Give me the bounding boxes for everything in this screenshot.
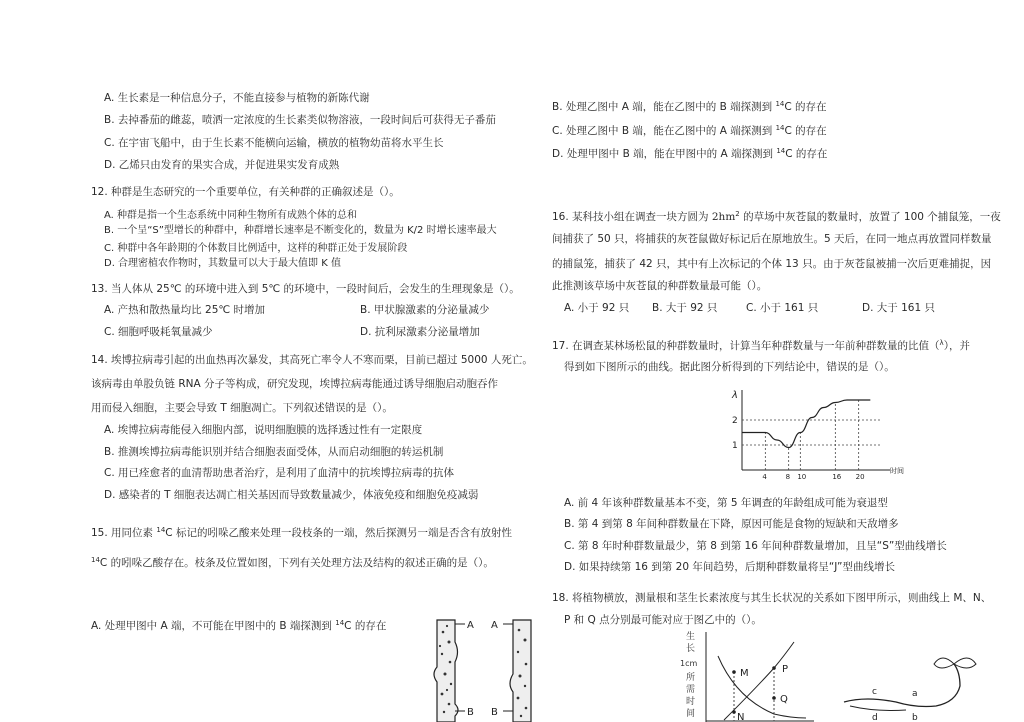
fig18-point-n bbox=[732, 710, 736, 714]
q13-option-a: A. 产热和散热量均比 25℃ 时增加 bbox=[104, 304, 266, 316]
plant-label-b: b bbox=[912, 713, 918, 722]
q15-optC-text-b: C 的存在 bbox=[784, 125, 827, 137]
fig18-ylabel-2: 1cm bbox=[680, 659, 698, 668]
lambda-x-tick-2: 10 bbox=[797, 473, 807, 481]
q17-stem-line-2: 得到如下图所示的曲线。据此图分析得到的下列结论中，错误的是（）。 bbox=[564, 361, 895, 373]
fig18-ylabel-1: 长 bbox=[686, 644, 696, 654]
q15-option-b bbox=[552, 97, 827, 114]
q16-line1-text-a: 16. 某科技小组在调查一块方圆为 bbox=[552, 211, 712, 223]
fig18-curve-root bbox=[718, 656, 806, 718]
q14-option-b: B. 推测埃博拉病毒能识别并结合细胞表面受体，从而启动细胞的转运机制 bbox=[104, 446, 444, 458]
q15-optB-sup: 14 bbox=[775, 100, 785, 108]
fig18-ylabel-0: 生 bbox=[686, 632, 696, 642]
lambda-x-tick-4: 20 bbox=[855, 473, 865, 481]
branch-jia bbox=[434, 620, 465, 722]
fig15-label-b-right: B bbox=[491, 707, 498, 718]
q17-option-c: C. 第 8 年时种群数量最少，第 8 到第 16 年间种群数量增加，且呈“S”型曲线增长 bbox=[564, 540, 947, 552]
q15-stem-line-2 bbox=[91, 553, 494, 570]
q11-option-d: D. 乙烯只由发育的果实合成，并促进果实发育成熟 bbox=[104, 159, 340, 171]
q11-option-a: A. 生长素是一种信息分子，不能直接参与植物的新陈代谢 bbox=[104, 92, 370, 104]
q13-option-c: C. 细胞呼吸耗氧量减少 bbox=[104, 326, 213, 338]
fig18-point-m bbox=[732, 670, 736, 674]
fig15-label-b-left: B bbox=[467, 707, 474, 718]
q17-option-a: A. 前 4 年该种群数量基本不变，第 5 年调查的年龄组成可能为衰退型 bbox=[564, 497, 888, 509]
q16-option-d: D. 大于 161 只 bbox=[862, 302, 935, 314]
q17-option-b: B. 第 4 到第 8 年间种群数量在下降，原因可能是食物的短缺和天敌增多 bbox=[564, 518, 899, 530]
q16-line1-sup: 2 bbox=[735, 210, 740, 218]
q17-option-d: D. 如果持续第 16 到第 20 年间趋势，后期种群数量将呈“J”型曲线增长 bbox=[564, 561, 895, 573]
fig18-ylabel-4: 需 bbox=[686, 685, 696, 695]
fig18-label-n: N bbox=[737, 712, 745, 722]
q15-optB-text-b: C 的存在 bbox=[784, 101, 827, 113]
fig18-label-p: P bbox=[782, 664, 789, 675]
q16-option-c: C. 小于 161 只 bbox=[746, 302, 819, 314]
q15-optC-sup: 14 bbox=[775, 124, 785, 132]
q13-option-d: D. 抗利尿激素分泌量增加 bbox=[360, 326, 480, 338]
plant-label-a: a bbox=[912, 689, 918, 699]
fig18-ylabel-5: 时 bbox=[686, 697, 696, 707]
q15-line1-text-a: 15. 用同位素 bbox=[91, 527, 157, 539]
q15-optD-text-b: C 的存在 bbox=[785, 148, 828, 160]
q16-stem-line-3: 的捕鼠笼，捕获了 42 只，其中有上次标记的个体 13 只。由于灰苍鼠被捕一次后更难捕捉，因 bbox=[552, 258, 992, 270]
fig18-plant bbox=[836, 650, 986, 722]
q16-stem-line-2: 间捕获了 50 只，将捕获的灰苍鼠做好标记后在原地放生。5 天后，在同一地点再放置同样数量 bbox=[552, 233, 992, 245]
leaf-right bbox=[954, 658, 976, 668]
q11-option-c: C. 在宇宙飞船中，由于生长素不能横向运输，横放的植物幼苗将水平生长 bbox=[104, 137, 444, 149]
q14-option-c: C. 用已痊愈者的血清帮助患者治疗，是利用了血清中的抗埃博拉病毒的抗体 bbox=[104, 467, 455, 479]
lambda-ylabel: λ bbox=[732, 390, 738, 401]
fig18-ylabel-6: 间 bbox=[686, 709, 696, 719]
q17-lambda: λ bbox=[939, 339, 944, 347]
fig15-label-a-right: A bbox=[491, 620, 498, 631]
q13-stem: 13. 当人体从 25℃ 的环境中进入到 5℃ 的环境中，一段时间后，会发生的生理现象是（）。 bbox=[91, 283, 520, 295]
fig15-label-a-left: A bbox=[467, 620, 474, 631]
plant-label-c: c bbox=[872, 687, 877, 697]
q17-stem-line-1 bbox=[552, 336, 970, 353]
lambda-y-tick-1: 2 bbox=[732, 416, 738, 426]
q15-stem-line-1 bbox=[91, 523, 512, 540]
q14-option-a: A. 埃博拉病毒能侵入细胞内部，说明细胞膜的选择透过性有一定限度 bbox=[104, 424, 423, 436]
fig18-point-p bbox=[772, 666, 776, 670]
q15-optB-text-a: B. 处理乙图中 A 端，能在乙图中的 B 端探测到 bbox=[552, 101, 776, 113]
q15-optD-sup: 14 bbox=[776, 147, 786, 155]
q14-stem-line-1: 14. 埃博拉病毒引起的出血热再次暴发，其高死亡率令人不寒而栗，目前已超过 5000 人死亡。 bbox=[91, 354, 533, 366]
plant-label-d: d bbox=[872, 713, 878, 722]
q15-line2-text: C 的吲哚乙酸存在。枝条及位置如图，下列有关处理方法及结构的叙述正确的是（）。 bbox=[99, 557, 494, 569]
q14-option-d: D. 感染者的 T 细胞表达凋亡相关基因而导致数量减少，体液免疫和细胞免疫减弱 bbox=[104, 489, 479, 501]
plant-stem bbox=[844, 664, 960, 707]
fig18-ylabel-3: 所 bbox=[686, 673, 696, 683]
q16-line1-text-b: 的草场中灰苍鼠的数量时，放置了 100 个捕鼠笼，一夜 bbox=[739, 211, 1001, 223]
fig18-point-q bbox=[772, 696, 776, 700]
leaf-left bbox=[934, 658, 954, 668]
branch-figure bbox=[425, 612, 550, 722]
lambda-y-tick-0: 1 bbox=[732, 441, 738, 451]
branch-yi bbox=[503, 620, 531, 722]
q12-option-a: A. 种群是指一个生态系统中同种生物所有成熟个体的总和 bbox=[104, 210, 358, 221]
lambda-chart bbox=[722, 386, 906, 482]
q15-line1-sup: 14 bbox=[156, 526, 166, 534]
plant-root bbox=[850, 706, 906, 711]
q14-stem-line-2: 该病毒由单股负链 RNA 分子等构成，研究发现，埃博拉病毒能通过诱导细胞启动胞吞作 bbox=[91, 378, 499, 390]
q18-stem-line-2: P 和 Q 点分别最可能对应于图乙中的（）。 bbox=[564, 614, 762, 626]
fig18-label-m: M bbox=[740, 668, 749, 679]
q15-optC-text-a: C. 处理乙图中 B 端，能在乙图中的 A 端探测到 bbox=[552, 125, 776, 137]
q15-optA-text-a: A. 处理甲图中 A 端，不可能在甲图中的 B 端探测到 bbox=[91, 620, 336, 632]
q15-optA-sup: 14 bbox=[335, 619, 345, 627]
q15-option-a bbox=[91, 616, 386, 633]
q16-option-b: B. 大于 92 只 bbox=[652, 302, 718, 314]
q12-option-b: B. 一个呈“S”型增长的种群中，种群增长速率是不断变化的，数量为 K/2 时增长速率最大 bbox=[104, 225, 497, 236]
q15-option-d bbox=[552, 144, 827, 161]
q12-option-d: D. 合理密植农作物时，其数量可以大于最大值即 K 值 bbox=[104, 258, 341, 269]
q15-line2-sup: 14 bbox=[91, 556, 100, 564]
q17-line1-text-a: 17. 在调查某林场松鼠的种群数量时，计算当年种群数量与一年前种群数量的比值（ bbox=[552, 340, 940, 352]
q16-stem-line-1 bbox=[552, 207, 1001, 224]
q15-line1-text-b: C 标记的吲哚乙酸来处理一段枝条的一端，然后探测另一端是否含有放射性 bbox=[165, 527, 512, 539]
lambda-x-tick-3: 16 bbox=[832, 473, 842, 481]
fig18-label-q: Q bbox=[780, 694, 788, 705]
q15-optD-text-a: D. 处理甲图中 B 端，能在甲图中的 A 端探测到 bbox=[552, 148, 777, 160]
q17-line1-text-b: ），并 bbox=[943, 340, 970, 352]
lambda-xlabel: 时间 bbox=[890, 467, 904, 475]
q11-option-b: B. 去掉番茄的雌蕊，喷洒一定浓度的生长素类似物溶液，一段时间后可获得无子番茄 bbox=[104, 114, 496, 126]
q18-stem-line-1: 18. 将植物横放，测量根和茎生长素浓度与其生长状况的关系如下图甲所示，则曲线上 M、N、 bbox=[552, 592, 992, 604]
q16-line1-unit: 2hm bbox=[711, 211, 736, 223]
q15-option-c bbox=[552, 121, 827, 138]
lambda-x-tick-0: 4 bbox=[762, 473, 767, 481]
q12-option-c: C. 种群中各年龄期的个体数目比例适中，这样的种群正处于发展阶段 bbox=[104, 243, 408, 254]
q15-optA-text-b: C 的存在 bbox=[344, 620, 387, 632]
lambda-series-line bbox=[742, 400, 870, 448]
q16-stem-line-4: 此推测该草场中灰苍鼠的种群数量最可能（）。 bbox=[552, 280, 768, 292]
q13-option-b: B. 甲状腺激素的分泌量减少 bbox=[360, 304, 490, 316]
lambda-x-tick-1: 8 bbox=[785, 473, 791, 481]
q14-stem-line-3: 用而侵入细胞，主要会导致 T 细胞凋亡。下列叙述错误的是（）。 bbox=[91, 402, 393, 414]
fig18-curve-plot bbox=[676, 628, 816, 722]
q12-stem: 12. 种群是生态研究的一个重要单位，有关种群的正确叙述是（）。 bbox=[91, 186, 400, 198]
q16-option-a: A. 小于 92 只 bbox=[564, 302, 630, 314]
